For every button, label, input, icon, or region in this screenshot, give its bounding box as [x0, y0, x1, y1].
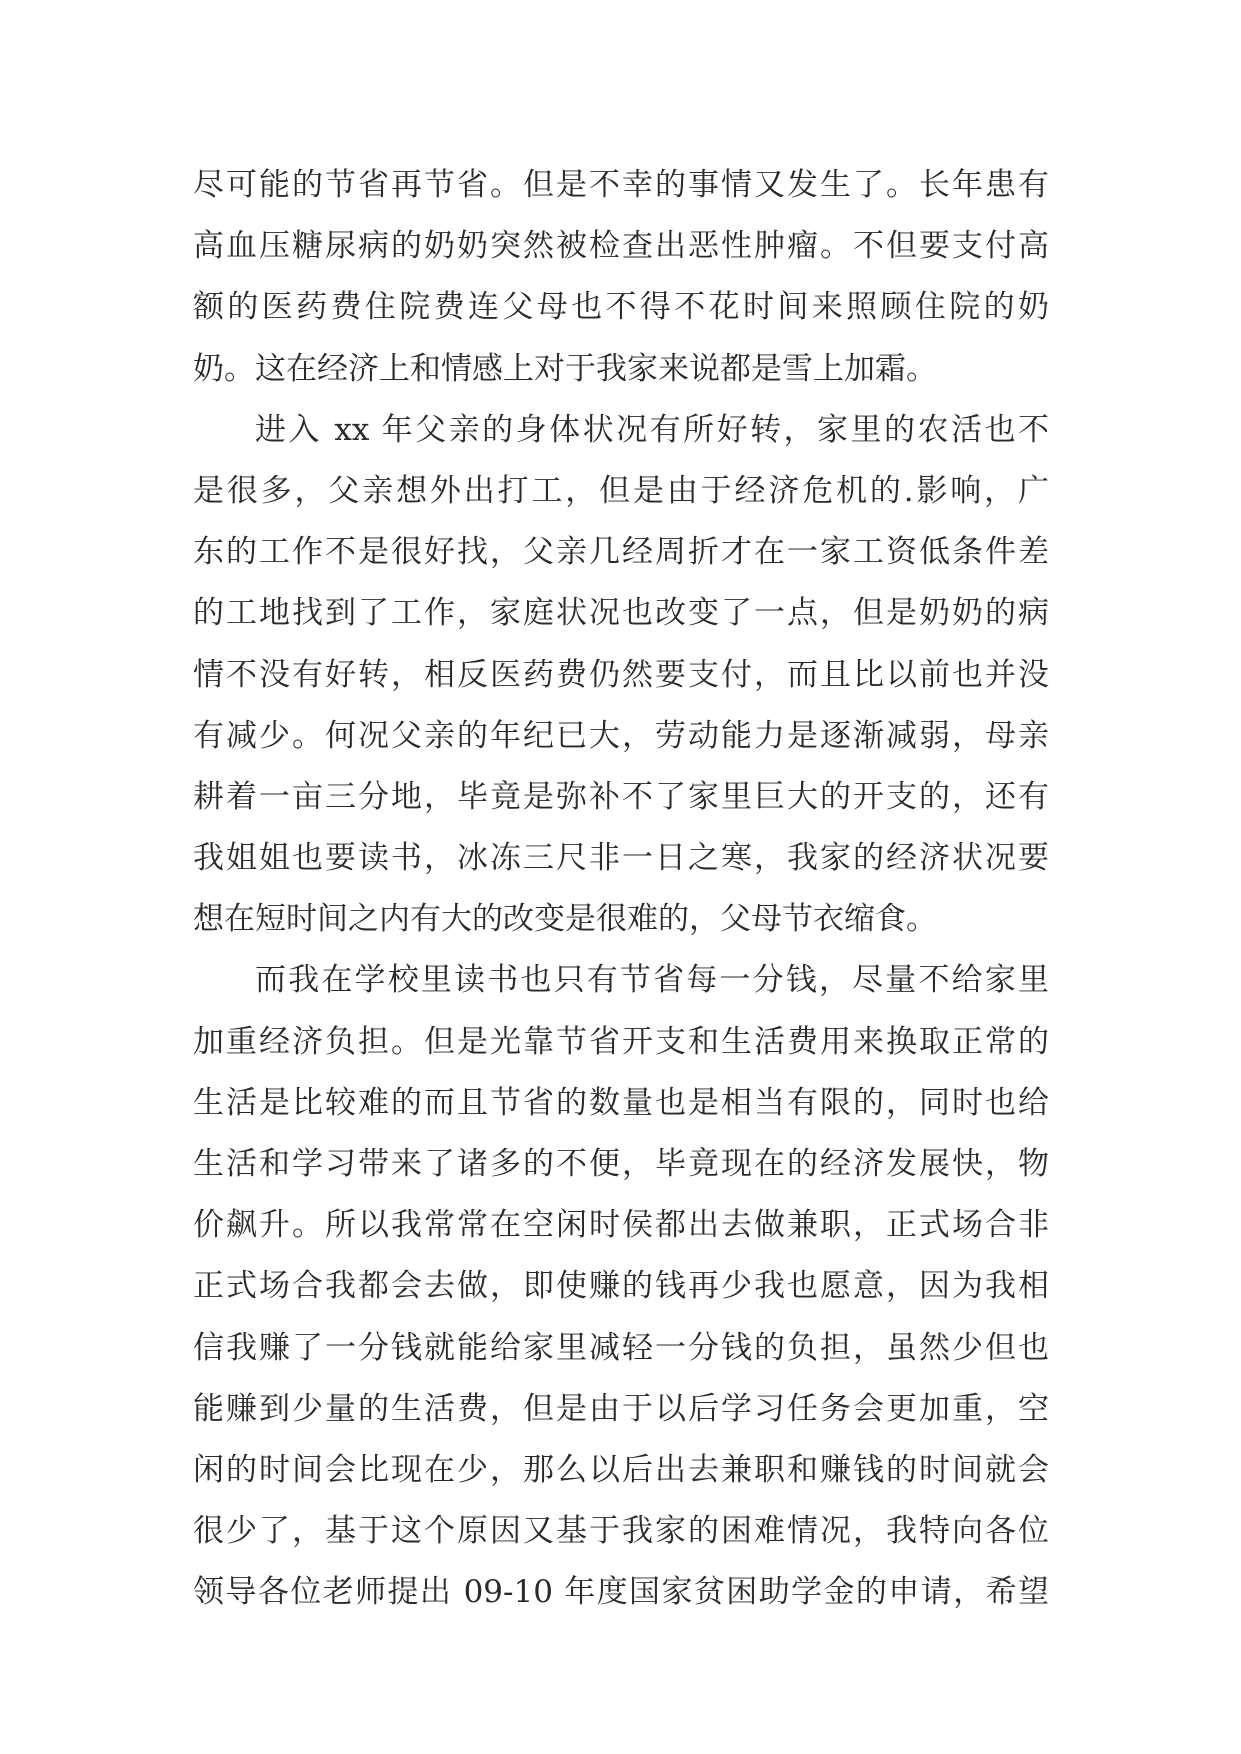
- text-line: 尽可能的节省再节省。但是不幸的事情又发生了。长年患有: [193, 167, 1049, 203]
- text-line: 我姐姐也要读书，冰冻三尺非一日之寒，我家的经济状况要: [193, 840, 1049, 877]
- text-line: 价飙升。所以我常常在空闲时侯都出去做兼职，正式场合非: [193, 1207, 1049, 1244]
- text-line: 有减少。何况父亲的年纪已大，劳动能力是逐渐减弱，母亲: [193, 717, 1049, 754]
- paragraph-start-line: 进入 xx 年父亲的身体状况有所好转，家里的农活也不: [255, 411, 1049, 448]
- text-line: 信我赚了一分钱就能给家里减轻一分钱的负担，虽然少但也: [193, 1329, 1049, 1366]
- text-line: 高血压糖尿病的奶奶突然被检查出恶性肿瘤。不但要支付高: [193, 228, 1049, 265]
- text-line: 的工地找到了工作，家庭状况也改变了一点，但是奶奶的病: [193, 595, 1049, 632]
- text-line: 正式场合我都会去做，即使赚的钱再少我也愿意，因为我相: [193, 1268, 1049, 1305]
- text-line: 东的工作不是很好找，父亲几经周折才在一家工资低条件差: [193, 534, 1049, 571]
- paragraph-start-line: 而我在学校里读书也只有节省每一分钱，尽量不给家里: [255, 962, 1049, 999]
- text-line: 很少了，基于这个原因又基于我家的困难情况，我特向各位: [193, 1513, 1049, 1550]
- body-text: [193, 155, 1049, 1624]
- text-line: 领导各位老师提出 09-10 年度国家贫困助学金的申请，希望: [193, 1574, 1049, 1611]
- paragraph-end-line: 想在短时间之内有大的改变是很难的，父母节衣缩食。: [193, 901, 937, 938]
- text-line: 生活是比较难的而且节省的数量也是相当有限的，同时也给: [193, 1084, 1049, 1121]
- paragraph-end-line: 奶。这在经济上和情感上对于我家来说都是雪上加霜。: [193, 350, 937, 387]
- text-line: 生活和学习带来了诸多的不便，毕竟现在的经济发展快，物: [193, 1146, 1049, 1182]
- text-line: 情不没有好转，相反医药费仍然要支付，而且比以前也并没: [193, 656, 1049, 693]
- text-line: 耕着一亩三分地，毕竟是弥补不了家里巨大的开支的，还有: [193, 778, 1049, 815]
- text-line: 是很多，父亲想外出打工，但是由于经济危机的.影响，广: [193, 472, 1049, 509]
- text-line: 额的医药费住院费连父母也不得不花时间来照顾住院的奶: [193, 289, 1049, 326]
- text-line: 闲的时间会比现在少，那么以后出去兼职和赚钱的时间就会: [193, 1451, 1049, 1488]
- text-line: 加重经济负担。但是光靠节省开支和生活费用来换取正常的: [193, 1023, 1049, 1060]
- text-line: 能赚到少量的生活费，但是由于以后学习任务会更加重，空: [193, 1390, 1049, 1427]
